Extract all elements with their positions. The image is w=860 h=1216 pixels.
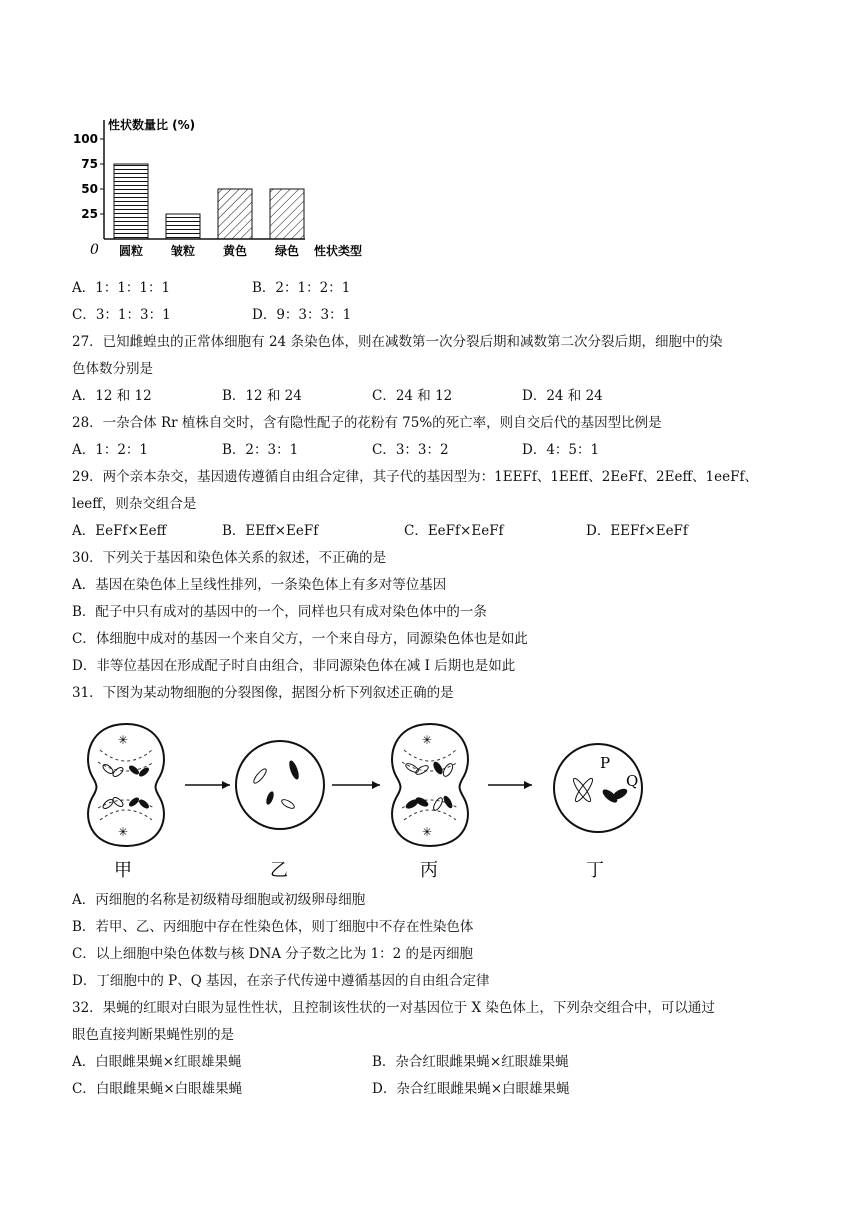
x-tick-label: 黄色 — [222, 244, 248, 258]
q26-option-c: C．3：1：3：1 — [72, 307, 171, 323]
x-tick-label: 皱粒 — [170, 244, 196, 258]
q30-option-b: B．配子中只有成对的基因中的一个，同样也只有成对染色体中的一条 — [72, 604, 487, 620]
bar-0 — [114, 164, 148, 239]
q29-option-d: D．EEFf×EeFf — [586, 523, 688, 539]
cell-yi — [236, 741, 324, 829]
q32-option-a: A．白眼雌果蝇×红眼雄果蝇 — [72, 1054, 242, 1070]
bar-1 — [166, 214, 200, 239]
q30-option-a: A．基因在染色体上呈线性排列，一条染色体上有多对等位基因 — [72, 577, 447, 593]
cell-bing — [392, 724, 468, 846]
y-tick-label: 100 — [72, 132, 98, 146]
svg-text:✳: ✳ — [422, 825, 433, 839]
q32-option-d: D．杂合红眼雌果蝇×白眼雄果蝇 — [372, 1081, 570, 1097]
label-ding: 丁 — [586, 860, 604, 881]
q29-option-c: C．EeFf×EeFf — [404, 523, 504, 539]
q27-option-c: C．24 和 12 — [372, 388, 453, 404]
x-axis-label: 性状类型 — [314, 244, 363, 258]
cell-ding — [554, 744, 642, 832]
y-tick-label: 75 — [81, 157, 98, 171]
q26-option-b: B．2：1：2：1 — [252, 280, 351, 296]
q29-option-b: B．EEff×EeFf — [222, 523, 319, 539]
q29-stem-2: leeff，则杂交组合是 — [72, 496, 197, 512]
label-yi: 乙 — [270, 860, 288, 881]
trait-ratio-chart — [70, 112, 400, 262]
q32-option-b: B．杂合红眼雌果蝇×红眼雄果蝇 — [372, 1054, 569, 1070]
x-tick-label: 绿色 — [274, 244, 300, 258]
q28-option-c: C．3：3：2 — [372, 442, 449, 458]
label-bing: 丙 — [420, 860, 438, 881]
gene-q-label: Q — [626, 772, 639, 790]
y-tick-label: 25 — [81, 207, 98, 221]
cell-division-figure — [70, 712, 690, 887]
q27-option-b: B．12 和 24 — [222, 388, 302, 404]
q29-option-a: A．EeFf×Eeff — [72, 523, 167, 539]
svg-text:✳: ✳ — [118, 825, 129, 839]
bar-2 — [218, 189, 252, 239]
q31-option-a: A．丙细胞的名称是初级精母细胞或初级卵母细胞 — [72, 892, 366, 908]
q27-option-a: A．12 和 12 — [72, 388, 152, 404]
origin-label: 0 — [90, 242, 99, 258]
q26-option-a: A．1：1：1：1 — [72, 280, 171, 296]
x-tick-label: 圆粒 — [118, 244, 144, 258]
svg-text:✳: ✳ — [422, 733, 433, 747]
bar-3 — [270, 189, 304, 239]
q29-stem-1: 29．两个亲本杂交，基因遗传遵循自由组合定律，其子代的基因型为：1EEFf、1EEff、2EeFf、2Eeff、1eeFf、 — [72, 469, 758, 485]
q30-stem: 30．下列关于基因和染色体关系的叙述，不正确的是 — [72, 550, 387, 566]
q30-option-c: C．体细胞中成对的基因一个来自父方，一个来自母方，同源染色体也是如此 — [72, 631, 528, 647]
q31-option-c: C．以上细胞中染色体数与核 DNA 分子数之比为 1：2 的是丙细胞 — [72, 946, 474, 962]
cell-jia — [88, 724, 164, 846]
q27-stem-1: 27．已知雌蝗虫的正常体细胞有 24 条染色体，则在减数第一次分裂后期和减数第二次分裂后期，细胞中的染 — [72, 334, 723, 350]
q27-stem-2: 色体数分别是 — [72, 361, 153, 377]
q31-option-b: B．若甲、乙、丙细胞中存在性染色体，则丁细胞中不存在性染色体 — [72, 919, 474, 935]
q30-option-d: D．非等位基因在形成配子时自由组合，非同源染色体在减 I 后期也是如此 — [72, 658, 516, 674]
q31-stem: 31．下图为某动物细胞的分裂图像，据图分析下列叙述正确的是 — [72, 685, 454, 701]
gene-p-label: P — [600, 754, 611, 772]
label-jia: 甲 — [114, 860, 132, 881]
q27-option-d: D．24 和 24 — [522, 388, 603, 404]
q32-stem-1: 32．果蝇的红眼对白眼为显性性状，且控制该性状的一对基因位于 X 染色体上，下列杂交组合中，可以通过 — [72, 1000, 715, 1016]
y-tick-label: 50 — [81, 182, 98, 196]
y-axis-label: 性状数量比 (%) — [108, 118, 196, 132]
q32-stem-2: 眼色直接判断果蝇性别的是 — [72, 1027, 234, 1043]
q26-option-d: D．9：3：3：1 — [252, 307, 352, 323]
q31-option-d: D．丁细胞中的 P、Q 基因，在亲子代传递中遵循基因的自由组合定律 — [72, 973, 490, 989]
q32-option-c: C．白眼雌果蝇×白眼雄果蝇 — [72, 1081, 243, 1097]
svg-text:✳: ✳ — [118, 733, 129, 747]
q28-option-b: B．2：3：1 — [222, 442, 299, 458]
q28-option-d: D．4：5：1 — [522, 442, 600, 458]
q28-stem: 28．一杂合体 Rr 植株自交时，含有隐性配子的花粉有 75%的死亡率，则自交后代的基因型比例是 — [72, 415, 662, 431]
q28-option-a: A．1：2：1 — [72, 442, 149, 458]
